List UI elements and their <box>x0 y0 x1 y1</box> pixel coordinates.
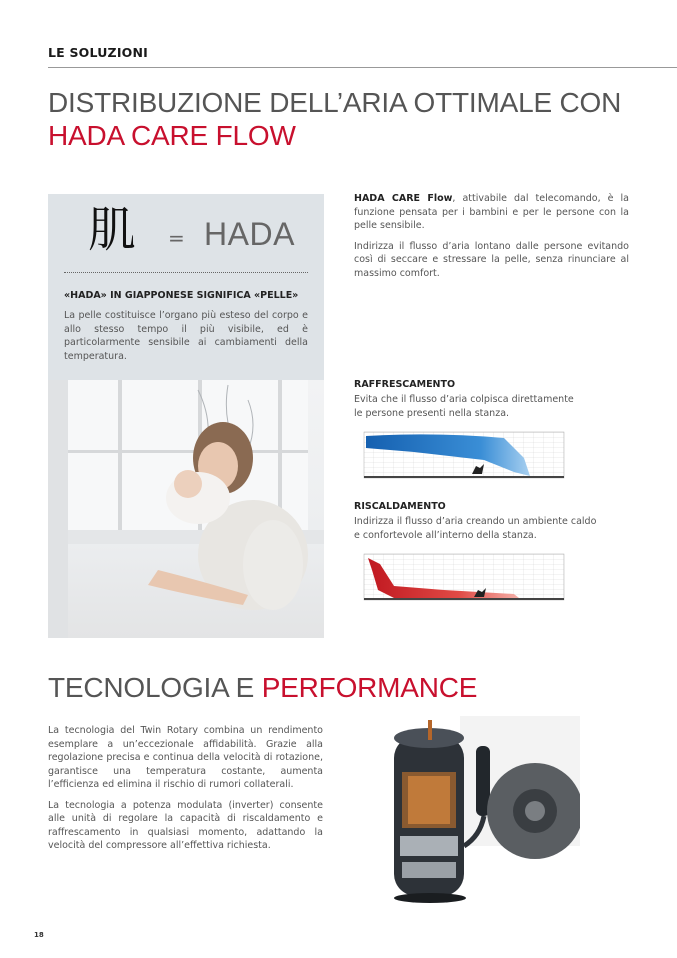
intro-paragraph-2: Indirizza il flusso d’aria lontano dalle persone evitando così di seccare e stressare la pelle, senza rinunciare al massimo comfort. <box>354 240 629 279</box>
intro-rest: , attivabile dal telecomando, è la funzione pensata per i bambini e per le persone con la pelle sensibile. <box>354 193 629 231</box>
hada-word: HADA <box>204 216 295 252</box>
technology-title-red: PERFORMANCE <box>261 672 478 703</box>
header-divider <box>48 67 677 68</box>
cooling-description <box>354 393 624 420</box>
technology-paragraph-2: La tecnologia a potenza modulata (inverter) consente alle unità di regolare la capacità di riscaldamento e raffrescamento in qualsiasi momento, adattando la velocità del compressore all’effettiva richiesta. <box>48 799 323 851</box>
intro-bold: HADA CARE Flow <box>354 193 453 204</box>
cooling-desc-line-1: Evita che il flusso d’aria colpisca direttamente <box>354 394 574 405</box>
hada-description: La pelle costituisce l’organo più esteso del corpo e allo stesso tempo il più visibile, ed è particolarmente sensibile ai cambiamenti della temperatura. <box>64 310 308 362</box>
title-line-1: DISTRIBUZIONE DELL’ARIA OTTIMALE CON <box>48 87 622 118</box>
dotted-divider <box>64 272 308 273</box>
intro-paragraph-1 <box>354 192 629 233</box>
section-label: LE SOLUZIONI <box>48 45 149 60</box>
technology-text <box>48 724 323 860</box>
heating-title: RISCALDAMENTO <box>354 501 446 512</box>
heating-desc-line-1: Indirizza il flusso d’aria creando un ambiente caldo <box>354 516 597 527</box>
heating-desc-line-2: e confortevole all’interno della stanza. <box>354 529 537 541</box>
cooling-title: RAFFRESCAMENTO <box>354 379 456 390</box>
title-line-2: HADA CARE FLOW <box>48 120 296 151</box>
technology-title-grey: TECNOLOGIA E <box>48 672 262 703</box>
technology-title <box>48 672 477 704</box>
heating-airflow-diagram <box>354 550 576 608</box>
hada-subtitle: «HADA» IN GIAPPONESE SIGNIFICA «PELLE» <box>64 290 299 301</box>
hada-kanji: 肌 <box>88 202 137 258</box>
cooling-desc-line-2: le persone presenti nella stanza. <box>354 407 510 419</box>
intro-text <box>354 192 629 287</box>
equals-sign: = <box>168 226 185 250</box>
cooling-airflow-diagram <box>354 428 576 486</box>
page-number: 18 <box>34 931 44 939</box>
heating-description <box>354 515 624 542</box>
mother-baby-photo <box>48 380 324 638</box>
hada-definition-box <box>48 194 324 380</box>
page-title <box>48 86 621 152</box>
technology-paragraph-1: La tecnologia del Twin Rotary combina un rendimento esemplare a un’eccezionale affidabilità. Grazie alla regolazione precisa e continua della velocità di rotazione, garantisce una temperatura costante, aumenta l’efficienza ed elimina il rischio di rumori collaterali. <box>48 725 323 790</box>
twin-rotary-compressor-image <box>380 716 580 906</box>
